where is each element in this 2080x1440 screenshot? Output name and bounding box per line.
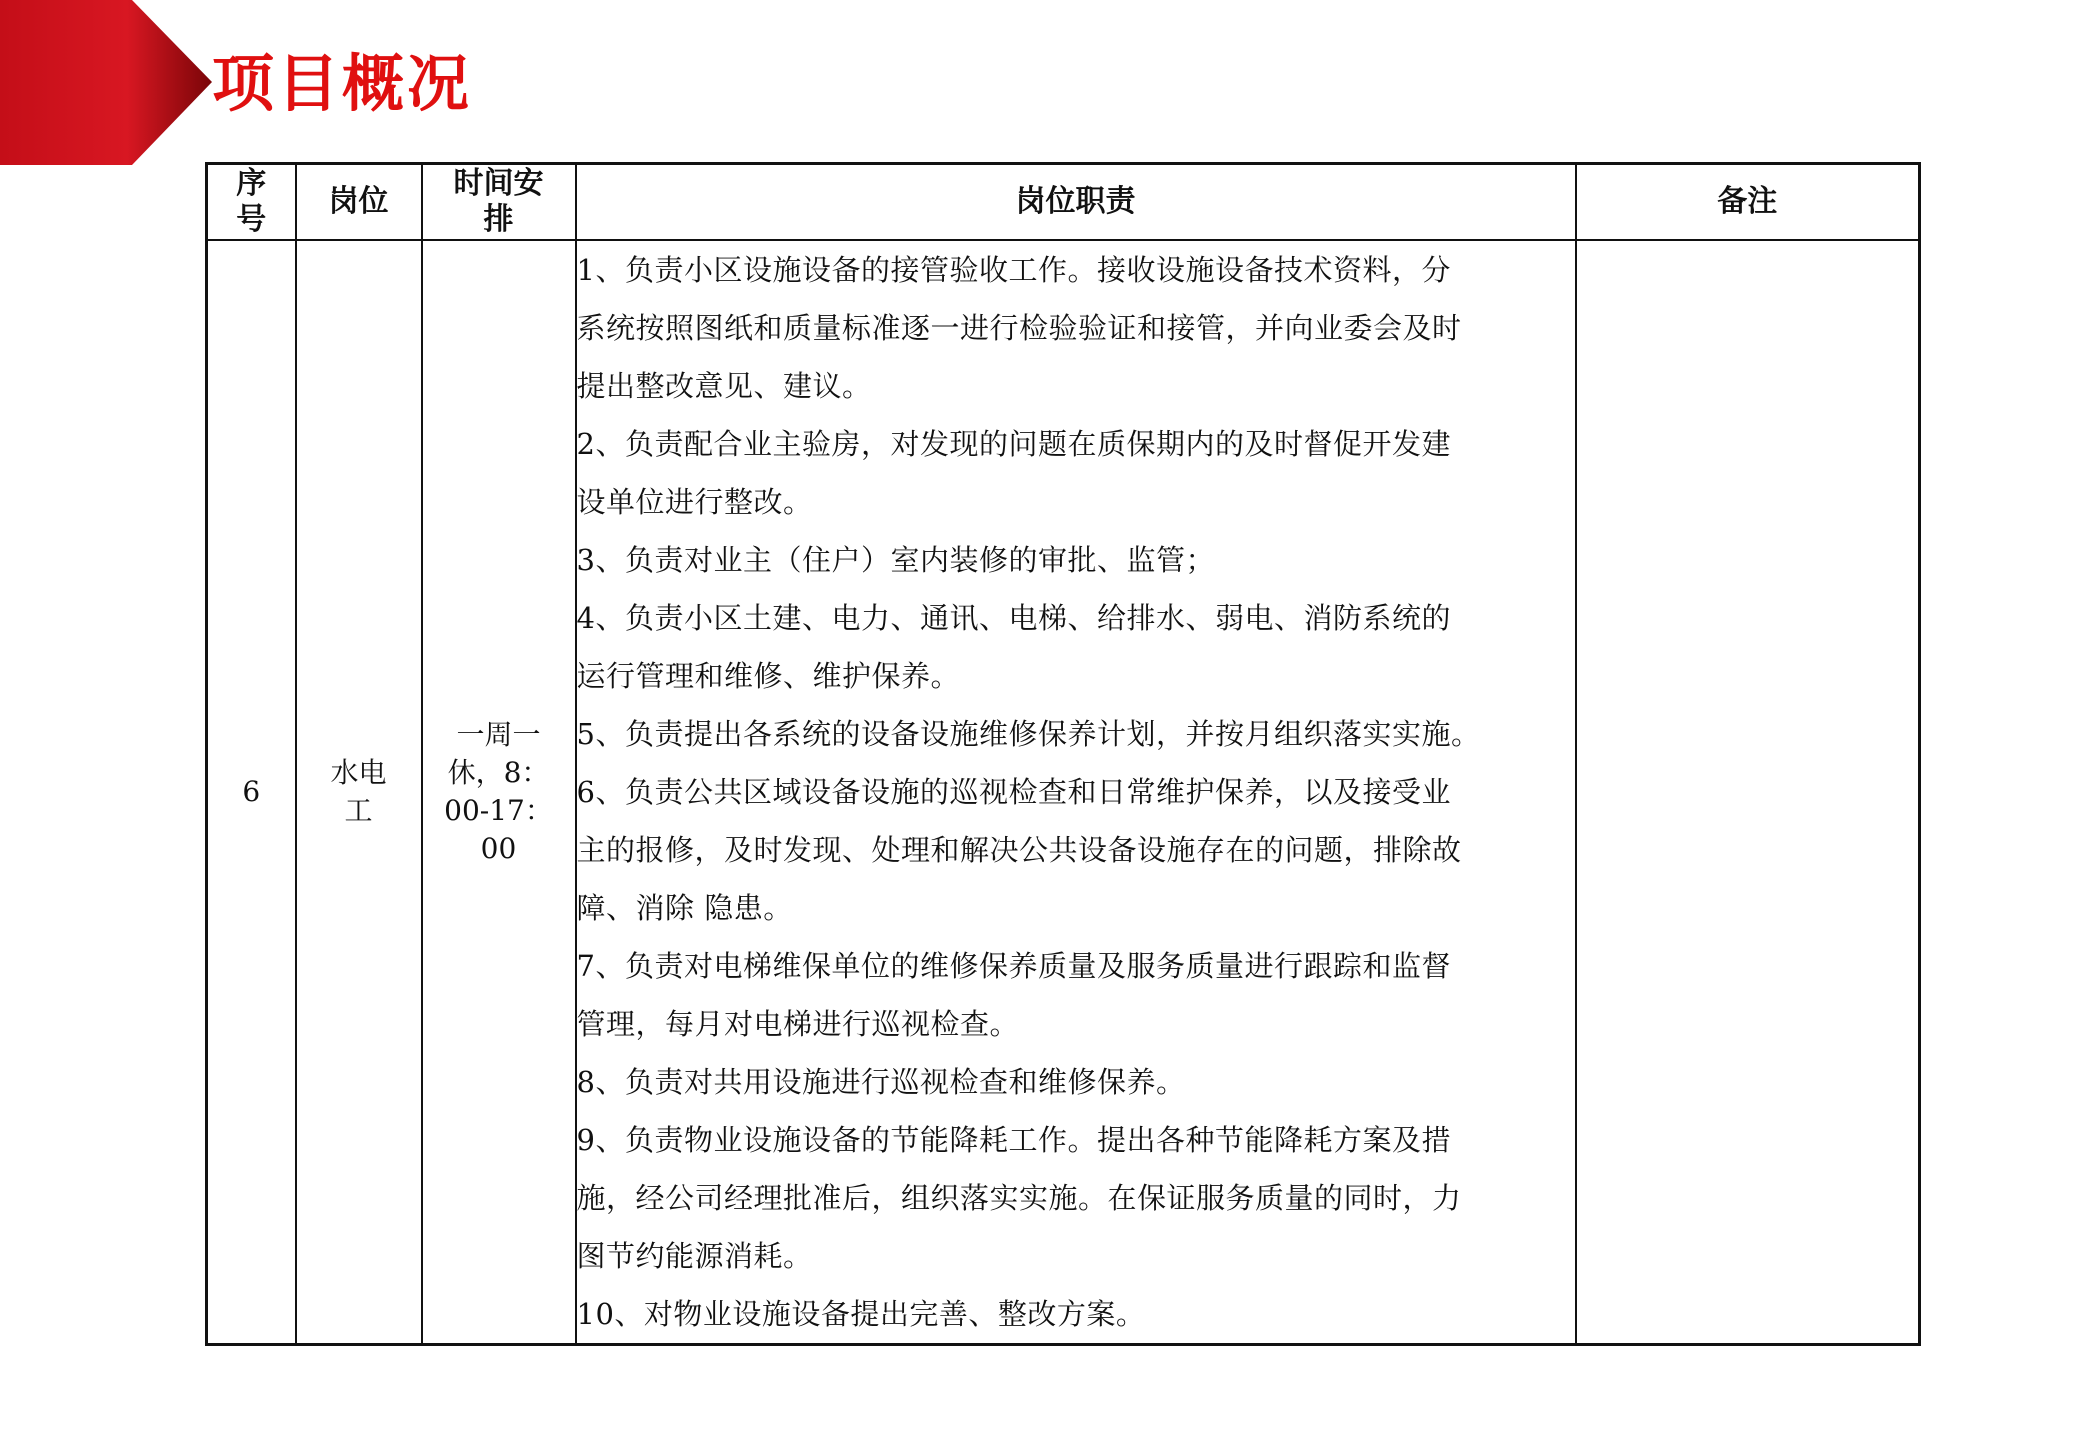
duty-line: 设单位进行整改。 [576, 485, 813, 519]
duty-line: 10、对物业设施设备提出完善、整改方案。 [576, 1297, 1146, 1331]
duty-line: 图节约能源消耗。 [576, 1239, 813, 1273]
cell-schedule-line: 00 [480, 832, 517, 865]
title-banner-arrow [0, 0, 215, 165]
duty-line: 管理，每月对电梯进行巡视检查。 [576, 1007, 1020, 1041]
cell-post [296, 240, 422, 1345]
duty-line: 系统按照图纸和质量标准逐一进行检验验证和接管，并向业委会及时 [576, 311, 1462, 345]
duty-line: 6、负责公共区域设备设施的巡视检查和日常维护保养，以及接受业 [576, 775, 1451, 809]
header-duties [576, 164, 1576, 241]
header-no-line: 号 [236, 202, 267, 237]
duty-line: 障、消除 隐患。 [576, 891, 793, 925]
cell-schedule-line: 00-17： [444, 794, 553, 827]
header-schedule [422, 164, 576, 241]
header-post [296, 164, 422, 241]
duty-line: 施，经公司经理批准后，组织落实实施。在保证服务质量的同时，力 [576, 1181, 1462, 1215]
header-no-line: 序 [236, 166, 267, 201]
duty-line: 运行管理和维修、维护保养。 [576, 659, 961, 693]
duty-line: 主的报修，及时发现、处理和解决公共设备设施存在的问题，排除故 [576, 833, 1462, 867]
header-post-label: 岗位 [328, 184, 389, 219]
header-schedule-line: 时间安 [453, 166, 544, 201]
header-remarks [1576, 164, 1920, 241]
cell-remarks [1576, 240, 1920, 1345]
cell-schedule-line: 一周一 [456, 718, 541, 751]
duty-line: 3、负责对业主（住户）室内装修的审批、监管； [576, 543, 1215, 577]
page-title: 项目概况 [212, 47, 473, 120]
duty-line: 8、负责对共用设施进行巡视检查和维修保养。 [576, 1065, 1186, 1099]
cell-no: 6 [207, 240, 296, 1345]
header-duties-label: 岗位职责 [1015, 184, 1136, 219]
duty-line: 4、负责小区土建、电力、通讯、电梯、给排水、弱电、消防系统的 [576, 601, 1451, 635]
header-remarks-label: 备注 [1717, 184, 1778, 219]
cell-schedule [422, 240, 576, 1345]
duty-line: 提出整改意见、建议。 [576, 369, 872, 403]
duty-line: 2、负责配合业主验房，对发现的问题在质保期内的及时督促开发建 [576, 427, 1451, 461]
duty-line: 1、负责小区设施设备的接管验收工作。接收设施设备技术资料，分 [576, 253, 1451, 287]
table-header-row [207, 164, 1920, 241]
cell-post-line: 水电 [330, 756, 387, 789]
duty-table [205, 162, 1921, 1346]
duty-line: 5、负责提出各系统的设备设施维修保养计划，并按月组织落实实施。 [576, 717, 1481, 751]
duty-line: 7、负责对电梯维保单位的维修保养质量及服务质量进行跟踪和监督 [576, 949, 1451, 983]
header-schedule-line: 排 [483, 202, 514, 237]
table-row [207, 240, 1920, 1345]
duty-line: 9、负责物业设施设备的节能降耗工作。提出各种节能降耗方案及措 [576, 1123, 1451, 1157]
header-no [207, 164, 296, 241]
cell-duties [576, 240, 1576, 1345]
cell-schedule-line: 休，8： [447, 756, 550, 789]
cell-post-line: 工 [344, 794, 373, 827]
